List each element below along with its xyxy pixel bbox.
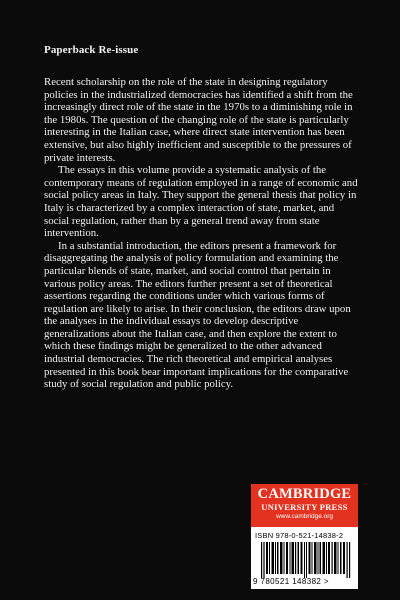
publisher-url: www.cambridge.org <box>275 513 334 520</box>
barcode-panel <box>251 527 358 589</box>
publisher-name: CAMBRIDGE <box>257 486 352 502</box>
paragraph-2: The essays in this volume provide a systematic analysis of the contemporary means of regulation employed in a range of economic and social policy areas in Italy. They support the general thesis that policy in Italy is characterized by a complex interaction of state, market, and social regulation, rather than by a general trend away from state intervention. <box>44 164 358 240</box>
barcode-icon <box>261 542 353 578</box>
paragraph-3: In a substantial introduction, the editors present a framework for disaggregating the analysis of policy formulation and examining the particular blends of state, market, and social control that pertain in various policy areas. The editors further present a set of theoretical assertions regarding the conditions under which various forms of regulation are likely to arise. In their conclusion, the editors draw upon the analyses in the individual essays to develop descriptive generalizations about the Italian case, and then explore the extent to which these findings might be generalized to the other advanced industrial democracies. The rich theoretical and empirical analyses presented in this book bear important implications for the comparative study of social regulation and public policy. <box>44 239 351 391</box>
barcode-digits: 9 780521 148382 > <box>253 577 329 586</box>
blurb-text <box>44 76 358 391</box>
section-heading: Paperback Re-issue <box>44 44 139 56</box>
publisher-subtitle: UNIVERSITY PRESS <box>261 502 348 512</box>
paragraph-1: Recent scholarship on the role of the state in designing regulatory policies in the industrialized democracies has identified a shift from the increasingly direct role of the state in the 1970s to a diminishing role in the 1980s. The question of the changing role of the state is particularly interesting in the Italian case, where direct state intervention has been extensive, but also highly inefficient and susceptible to the pressures of private interests. <box>44 76 353 164</box>
isbn-label: ISBN 978-0-521-14838-2 <box>255 531 344 540</box>
